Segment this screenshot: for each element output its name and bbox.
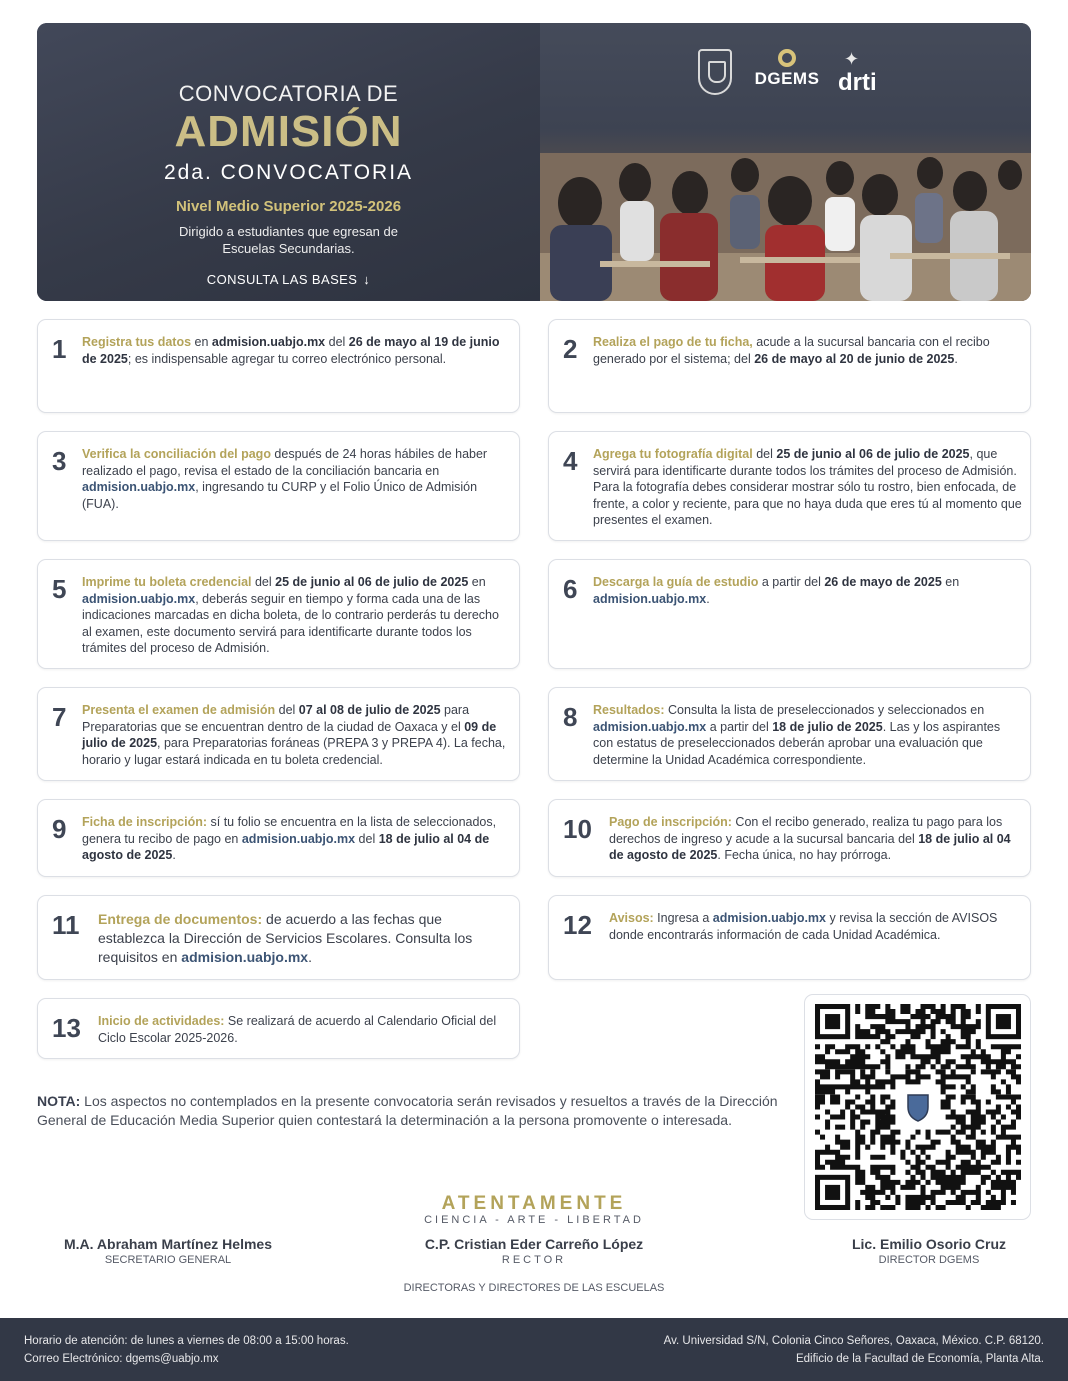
signatory-post: RECTOR: [501, 1254, 567, 1266]
signatory-name: Lic. Emilio Osorio Cruz: [851, 1236, 1007, 1252]
nota-text: Los aspectos no contemplados en la presente convocatoria serán revisados y resueltos a través de la Dirección General de Educación Media Superior quien contestará la determinación a la persona promovente o interesada.: [37, 1093, 778, 1128]
nota-paragraph: [37, 1092, 782, 1130]
hero-banner: [37, 23, 1031, 301]
step-card-9: [37, 799, 520, 877]
step-text-segment: 18 de julio de 2025: [772, 719, 883, 734]
step-heading: Pago de inscripción:: [609, 815, 732, 829]
step-heading: Realiza el pago de tu ficha,: [593, 335, 753, 349]
step-card-3: [37, 431, 520, 541]
signature-secretary: [40, 1236, 296, 1266]
step-text: [593, 574, 1021, 607]
step-text-segment: 26 de mayo de 2025: [824, 575, 942, 589]
step-card-12: [548, 895, 1031, 980]
step-text: [82, 814, 510, 864]
step-text-segment: a partir del: [706, 719, 773, 734]
admision-link[interactable]: admision.uabjo.mx: [181, 949, 309, 965]
step-text-segment: en: [191, 335, 212, 349]
step-text-segment: 18 de julio al 04 de agosto de 2025: [609, 831, 1011, 862]
address-line-1: Av. Universidad S/N, Colonia Cinco Señores, Oaxaca, México. C.P. 68120.: [663, 1335, 1044, 1347]
step-text-segment: 09 de julio de 2025: [82, 719, 497, 750]
footer-contact: [24, 1332, 349, 1368]
step-text-segment: .: [172, 848, 176, 862]
step-text-segment: . Fecha única, no hay prórroga.: [717, 848, 892, 862]
step-card-11: [37, 895, 520, 980]
step-number: 11: [52, 910, 80, 940]
step-number: 3: [52, 446, 67, 476]
step-text: [82, 446, 510, 512]
step-text-segment: del: [752, 447, 777, 461]
step-text-segment: 18 de julio al 04 de agosto de 2025: [82, 831, 490, 862]
step-number: 10: [563, 814, 592, 844]
step-text-segment: de acuerdo a las fechas que establezca la Dirección de Servicios Escolares. Consulta los requisitos en: [98, 911, 473, 965]
step-text-segment: Se realizará de acuerdo al Calendario Oficial del Ciclo Escolar 2025-2026.: [98, 1014, 497, 1045]
address-line-2: Edificio de la Facultad de Economía, Planta Alta.: [795, 1353, 1044, 1365]
step-text-segment: 07 al 08 de julio de 2025: [298, 703, 441, 717]
step-text-segment: 25 de junio al 06 de julio de 2025: [776, 447, 970, 461]
step-card-8: [548, 687, 1031, 781]
step-heading: Resultados:: [593, 703, 665, 717]
step-text-segment: . Las y los aspirantes con estatus de preseleccionados deberán aprobar una evaluación que determine la Unidad Académica correspondiente.: [593, 719, 1001, 767]
step-card-10: [548, 799, 1031, 877]
step-text-segment: y revisa la sección de AVISOS donde encontrarás información de cada Unidad Académica.: [609, 911, 998, 942]
logo-strip: [540, 49, 1031, 99]
step-text: [82, 334, 510, 367]
directors-line: DIRECTORAS Y DIRECTORES DE LAS ESCUELAS: [403, 1282, 665, 1294]
step-text-segment: , ingresando tu CURP y el Folio Único de Admisión (FUA).: [82, 480, 478, 511]
hero-title: ADMISIÓN: [174, 107, 403, 156]
step-text-segment: sí tu folio se encuentra en la lista de seleccionados, genera tu recibo de pago en: [82, 815, 497, 846]
admision-link[interactable]: admision.uabjo.mx: [82, 480, 196, 494]
step-card-2: [548, 319, 1031, 413]
step-text-segment: Con el recibo generado, realiza tu pago para los derechos de ingreso y acude a la sucursal bancaria del: [609, 815, 1003, 846]
contact-email[interactable]: Correo Electrónico: dgems@uabjo.mx: [24, 1353, 219, 1365]
step-text-segment: .: [706, 591, 710, 606]
step-number: 1: [52, 334, 67, 364]
step-card-13: [37, 998, 520, 1059]
signatory-name: M.A. Abraham Martínez Helmes: [64, 1236, 272, 1252]
step-heading: Verifica la conciliación del pago: [82, 447, 271, 461]
hero-text-panel: [37, 23, 540, 301]
step-heading: Descarga la guía de estudio: [593, 575, 759, 589]
step-text-segment: 26 de mayo al 19 de junio de 2025: [82, 335, 500, 366]
step-number: 4: [563, 446, 578, 476]
step-number: 7: [52, 702, 67, 732]
closing-atentamente: ATENTAMENTE: [441, 1193, 627, 1214]
signature-director: [800, 1236, 1058, 1266]
step-card-4: [548, 431, 1031, 541]
admision-link[interactable]: admision.uabjo.mx: [712, 911, 826, 925]
admision-link[interactable]: admision.uabjo.mx: [82, 591, 196, 606]
step-heading: Avisos:: [609, 911, 654, 925]
consulta-bases-label: CONSULTA LAS BASES: [206, 272, 358, 287]
arrow-down-icon: ↓: [363, 272, 371, 287]
signatory-post: DIRECTOR DGEMS: [878, 1254, 980, 1266]
step-text-segment: en: [468, 575, 486, 589]
step-text-segment: del: [325, 335, 349, 349]
step-number: 12: [563, 910, 592, 940]
footer-bar: [0, 1318, 1068, 1381]
hero-level: Nivel Medio Superior 2025-2026: [175, 198, 402, 215]
drti-logo: [838, 49, 886, 97]
step-text-segment: acude a la sucursal bancaria con el recibo generado por el sistema; del: [593, 335, 990, 366]
qr-code-card[interactable]: [804, 994, 1031, 1220]
step-text-segment: del: [355, 831, 379, 846]
hero-subtitle: 2da. CONVOCATORIA: [163, 161, 414, 184]
step-text-segment: del: [251, 575, 276, 589]
signatory-post: SECRETARIO GENERAL: [104, 1254, 232, 1266]
step-text-segment: para Preparatorias que se encuentran dentro de la ciudad de Oaxaca y el: [82, 703, 470, 734]
step-text-segment: admision.uabjo.mx: [211, 335, 326, 349]
step-text-segment: , que servirá para identificarte durante todos los trámites del proceso de Admisión. Para la fotografía debes considerar mostrar sólo tu rostro, bien enfocada, de frente, a color y reciente, para que no haya duda que eres tú al momento que presentes el examen.: [593, 447, 1022, 527]
step-card-7: [37, 687, 520, 781]
step-text-segment: 25 de junio al 06 de julio de 2025: [275, 575, 469, 589]
uabjo-seal-icon: [698, 49, 732, 95]
step-text-segment: Consulta la lista de preseleccionados y seleccionados en: [664, 703, 985, 717]
hero-audience: Dirigido a estudiantes que egresan de Escuelas Secundarias.: [179, 224, 398, 256]
step-text-segment: en: [941, 575, 960, 589]
drti-star-icon: ✦: [844, 49, 860, 69]
step-text: [609, 814, 1021, 864]
step-text-segment: , para Preparatorias foráneas (PREPA 3 y PREPA 4). La fecha, horario y lugar estará indicada en tu boleta credencial.: [82, 736, 506, 767]
nota-label: NOTA:: [37, 1093, 81, 1109]
dgems-ring-icon: [778, 49, 796, 67]
admision-link[interactable]: admision.uabjo.mx: [593, 719, 707, 734]
drti-logo-text: drti: [838, 69, 877, 96]
step-text-segment: .: [308, 949, 312, 965]
consulta-bases-link[interactable]: [37, 272, 540, 287]
step-text: [98, 910, 508, 967]
step-text: [593, 446, 1023, 529]
step-text-segment: después de 24 horas hábiles de haber realizado el pago, revisa el estado de la conciliación bancaria en: [82, 447, 488, 478]
step-heading: Registra tus datos: [82, 335, 192, 349]
step-number: 13: [52, 1013, 81, 1043]
dgems-logo: [752, 49, 822, 99]
step-text-segment: a partir del: [758, 575, 825, 589]
students-photo: [540, 153, 1031, 301]
step-number: 6: [563, 574, 578, 604]
hero-photo-panel: [540, 23, 1031, 301]
step-text-segment: 26 de mayo al 20 de junio de 2025: [754, 351, 955, 366]
step-text: [609, 910, 1021, 943]
step-text-segment: .: [954, 351, 958, 366]
step-heading: Agrega tu fotografía digital: [593, 447, 753, 461]
step-heading: Entrega de documentos:: [98, 911, 263, 927]
step-text: [593, 702, 1021, 768]
step-card-5: [37, 559, 520, 669]
footer-address: [664, 1332, 1044, 1368]
signatory-name: C.P. Cristian Eder Carreño López: [424, 1236, 644, 1252]
step-number: 8: [563, 702, 578, 732]
step-text: [593, 334, 1021, 367]
dgems-logo-text: DGEMS: [754, 69, 820, 88]
step-number: 5: [52, 574, 67, 604]
admision-link[interactable]: admision.uabjo.mx: [241, 831, 356, 846]
step-text-segment: , deberás seguir en tiempo y forma cada una de las indicaciones marcadas en dicha boleta, de lo contrario perderás tu derecho al examen, este documento servirá para identificarte durante todos los trámites del proceso de Admisión.: [82, 591, 499, 655]
qr-code-icon[interactable]: [815, 1004, 1021, 1210]
step-heading: Inicio de actividades:: [98, 1014, 225, 1028]
step-number: 2: [563, 334, 578, 364]
step-heading: Ficha de inscripción:: [82, 815, 208, 829]
step-heading: Presenta el examen de admisión: [82, 703, 276, 717]
step-text-segment: ; es indispensable agregar tu correo electrónico personal.: [127, 351, 447, 366]
step-heading: Imprime tu boleta credencial: [82, 575, 252, 589]
step-text: [98, 1013, 508, 1046]
signature-rector: [384, 1236, 684, 1266]
step-text: [82, 574, 510, 657]
step-number: 9: [52, 814, 67, 844]
admision-link[interactable]: admision.uabjo.mx: [593, 591, 707, 606]
office-hours: Horario de atención: de lunes a viernes de 08:00 a 15:00 horas.: [24, 1335, 349, 1347]
step-text: [82, 702, 510, 768]
hero-line-1: CONVOCATORIA DE: [178, 81, 399, 106]
university-motto: CIENCIA - ARTE - LIBERTAD: [424, 1214, 644, 1226]
step-card-1: [37, 319, 520, 413]
step-text-segment: Ingresa a: [653, 911, 713, 925]
step-card-6: [548, 559, 1031, 669]
step-text-segment: del: [275, 703, 299, 717]
